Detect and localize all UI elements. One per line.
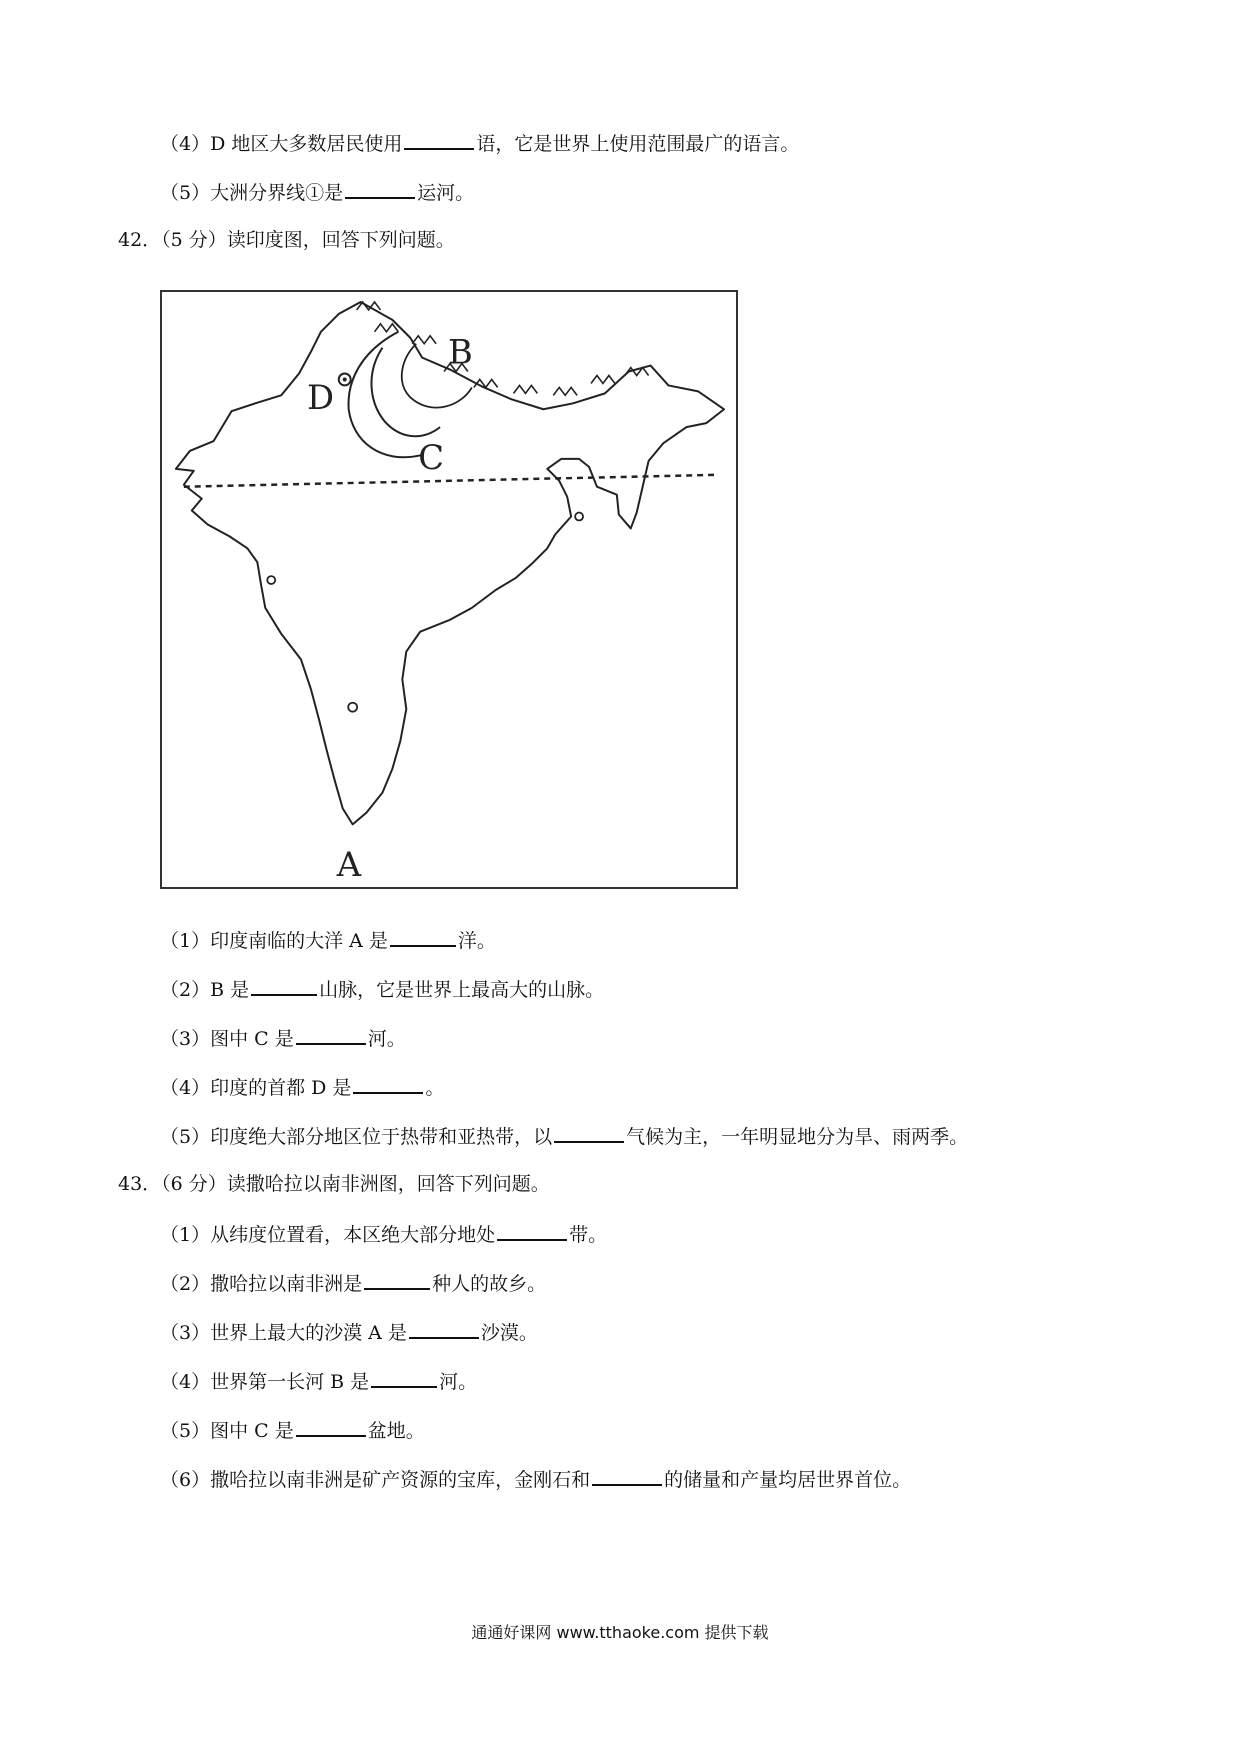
q42-item3-prefix: （3）图中 C 是 xyxy=(160,1028,294,1050)
q43-item4 xyxy=(160,1366,477,1396)
q43-item4-suffix: 河。 xyxy=(439,1371,478,1393)
q42-item2-suffix: 山脉，它是世界上最高大的山脉。 xyxy=(319,979,605,1001)
answer-blank[interactable] xyxy=(404,128,474,150)
q43-item2-suffix: 种人的故乡。 xyxy=(432,1273,547,1295)
q42-item5-prefix: （5）印度绝大部分地区位于热带和亚热带，以 xyxy=(160,1126,553,1148)
answer-blank[interactable] xyxy=(296,1415,366,1437)
answer-blank[interactable] xyxy=(364,1268,430,1290)
q43-item5-prefix: （5）图中 C 是 xyxy=(160,1420,294,1442)
q42-item4-prefix: （4）印度的首都 D 是 xyxy=(160,1077,352,1099)
q43-item3-prefix: （3）世界上最大的沙漠 A 是 xyxy=(160,1322,407,1344)
q42-item5-suffix: 气候为主，一年明显地分为旱、雨两季。 xyxy=(626,1126,969,1148)
q41-item5 xyxy=(160,177,474,207)
q43-item1 xyxy=(160,1219,607,1249)
q42-title: 42．（5 分）读印度图，回答下列问题。 xyxy=(118,229,455,251)
answer-blank[interactable] xyxy=(371,1366,437,1388)
q43-item1-prefix: （1）从纬度位置看，本区绝大部分地处 xyxy=(160,1224,496,1246)
q42-item1-suffix: 洋。 xyxy=(457,930,496,952)
city-marker xyxy=(267,576,275,584)
q41-item4-suffix: 语，它是世界上使用范围最广的语言。 xyxy=(476,133,800,155)
map-label-b: B xyxy=(448,332,473,372)
q43-title: 43．（6 分）读撒哈拉以南非洲图，回答下列问题。 xyxy=(118,1173,550,1195)
q41-item4 xyxy=(160,128,799,158)
q43-item5-suffix: 盆地。 xyxy=(367,1420,425,1442)
q42-item4-suffix: 。 xyxy=(425,1077,445,1099)
q42-item1 xyxy=(160,925,496,955)
india-outline xyxy=(176,302,724,824)
q43-item4-prefix: （4）世界第一长河 B 是 xyxy=(160,1371,370,1393)
q42-item5 xyxy=(160,1121,968,1151)
q43-item1-suffix: 带。 xyxy=(569,1224,608,1246)
answer-blank[interactable] xyxy=(251,974,317,996)
city-marker xyxy=(575,513,583,521)
tropic-of-cancer-line xyxy=(184,475,718,487)
answer-blank[interactable] xyxy=(345,177,415,199)
q43-item6-prefix: （6）撒哈拉以南非洲是矿产资源的宝库，金刚石和 xyxy=(160,1469,591,1491)
q41-item5-suffix: 运河。 xyxy=(417,182,475,204)
city-marker xyxy=(348,703,357,712)
answer-blank[interactable] xyxy=(296,1023,366,1045)
q42-item3 xyxy=(160,1023,406,1053)
answer-blank[interactable] xyxy=(353,1072,423,1094)
q43-item5 xyxy=(160,1415,425,1445)
q42-item2-prefix: （2）B 是 xyxy=(160,979,250,1001)
answer-blank[interactable] xyxy=(390,925,456,947)
answer-blank[interactable] xyxy=(409,1317,479,1339)
q43-item3-suffix: 沙漠。 xyxy=(480,1322,538,1344)
capital-marker-dot xyxy=(343,377,347,381)
himalaya-mountains xyxy=(357,302,649,395)
q43-item6 xyxy=(160,1464,911,1494)
india-map xyxy=(160,290,738,889)
q42-item2 xyxy=(160,974,604,1004)
answer-blank[interactable] xyxy=(497,1219,567,1241)
india-map-drawing xyxy=(162,292,736,887)
q43-item2-prefix: （2）撒哈拉以南非洲是 xyxy=(160,1273,363,1295)
q41-item5-prefix: （5）大洲分界线①是 xyxy=(160,182,344,204)
map-label-c: C xyxy=(418,437,445,477)
answer-blank[interactable] xyxy=(592,1464,662,1486)
q43-item6-suffix: 的储量和产量均居世界首位。 xyxy=(664,1469,912,1491)
answer-blank[interactable] xyxy=(554,1121,624,1143)
q42-item3-suffix: 河。 xyxy=(367,1028,406,1050)
q41-item4-prefix: （4）D 地区大多数居民使用 xyxy=(160,133,403,155)
q42-item1-prefix: （1）印度南临的大洋 A 是 xyxy=(160,930,388,952)
page-footer: 通通好课网 www.tthaoke.com 提供下载 xyxy=(471,1623,769,1642)
q43-item3 xyxy=(160,1317,538,1347)
q42-item4 xyxy=(160,1072,444,1102)
q43-item2 xyxy=(160,1268,546,1298)
map-label-a: A xyxy=(336,845,362,885)
map-label-d: D xyxy=(306,378,335,418)
